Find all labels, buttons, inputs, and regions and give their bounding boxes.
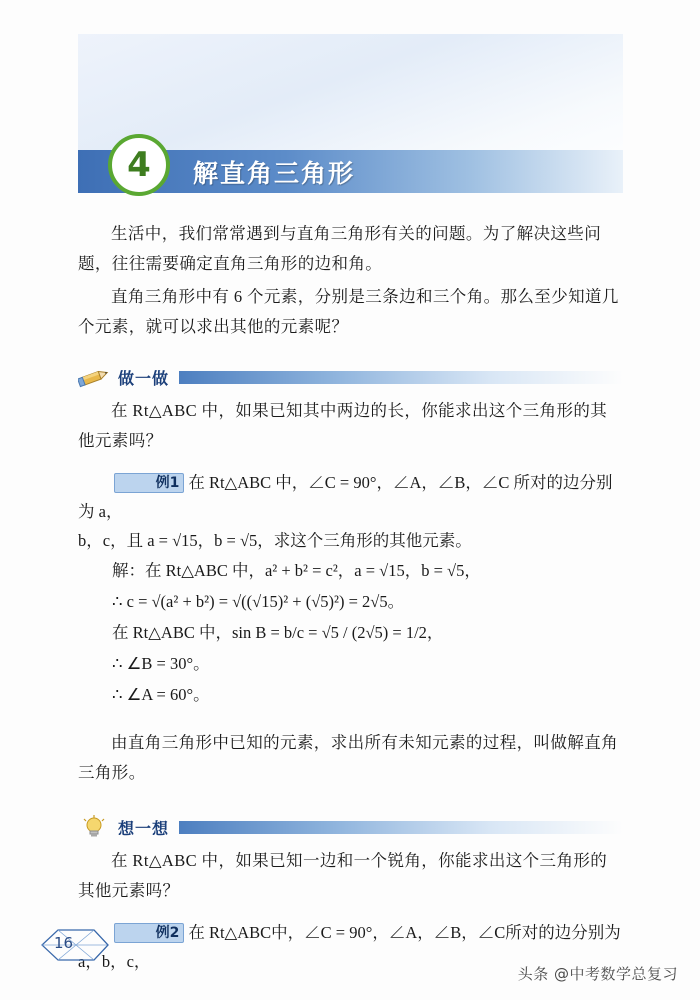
example-2-text: 在 Rt△ABC中，∠C = 90°，∠A，∠B，∠C所对的边分别为 a，b，c， [78, 923, 621, 971]
solution-line-4: ∴ ∠B = 30°。 [112, 654, 210, 673]
think-section-text: 在 Rt△ABC 中，如果已知一边和一个锐角，你能求出这个三角形的其他元素吗？ [78, 851, 608, 900]
pencil-icon [78, 365, 112, 389]
solution-line-5: ∴ ∠A = 60°。 [112, 685, 210, 704]
definition-paragraph: 由直角三角形中已知的元素，求出所有未知元素的过程，叫做解直角三角形。 [78, 733, 618, 782]
example-1-statement [78, 468, 623, 526]
example-1-line-1: 在 Rt△ABC 中，∠C = 90°，∠A，∠B，∠C 所对的边分别为 a， [78, 473, 613, 521]
example-2-tag: 例2 [114, 923, 184, 943]
example-1-line-2: b，c，且 a = √15，b = √5，求这个三角形的其他元素。 [78, 531, 472, 550]
example-1-solution [112, 555, 623, 710]
lightbulb-icon [78, 815, 112, 839]
example-1-block [78, 468, 623, 710]
body-text [78, 219, 623, 976]
section-rule [179, 821, 623, 834]
section-header-do [78, 364, 623, 390]
chapter-title: 解直角三角形 [193, 158, 356, 188]
watermark-text: 头条 @中考数学总复习 [517, 965, 678, 983]
example-1-tag: 例1 [114, 473, 184, 493]
page-number: 16 [54, 934, 74, 952]
solution-line-1-text: 在 Rt△ABC 中，a² + b² = c²，a = √15，b = √5， [145, 561, 481, 580]
section-rule [179, 371, 623, 384]
page-content [78, 34, 623, 971]
intro-paragraph-1: 生活中，我们常常遇到与直角三角形有关的问题。为了解决这些问题，往往需要确定直角三角形的边和角。 [78, 224, 602, 273]
solution-line-1 [112, 555, 623, 586]
page-folio [38, 924, 112, 966]
section-header-think [78, 814, 623, 840]
fish-decoration [38, 924, 112, 966]
do-section-text: 在 Rt△ABC 中，如果已知其中两边的长，你能求出这个三角形的其他元素吗？ [78, 401, 608, 450]
section-label-think: 想一想 [118, 818, 170, 838]
solution-line-3: 在 Rt△ABC 中，sin B = b/c = √5 / (2√5) = 1/2， [112, 623, 444, 642]
intro-paragraph-2: 直角三角形中有 6 个元素，分别是三条边和三个角。那么至少知道几个元素，就可以求出其他的元素呢？ [78, 287, 619, 336]
solution-label: 解： [112, 561, 145, 580]
section-label-do: 做一做 [118, 368, 170, 388]
solution-line-2: ∴ c = √(a² + b²) = √((√15)² + (√5)²) = 2√5。 [112, 592, 405, 611]
chapter-number-badge: 4 [108, 134, 170, 196]
